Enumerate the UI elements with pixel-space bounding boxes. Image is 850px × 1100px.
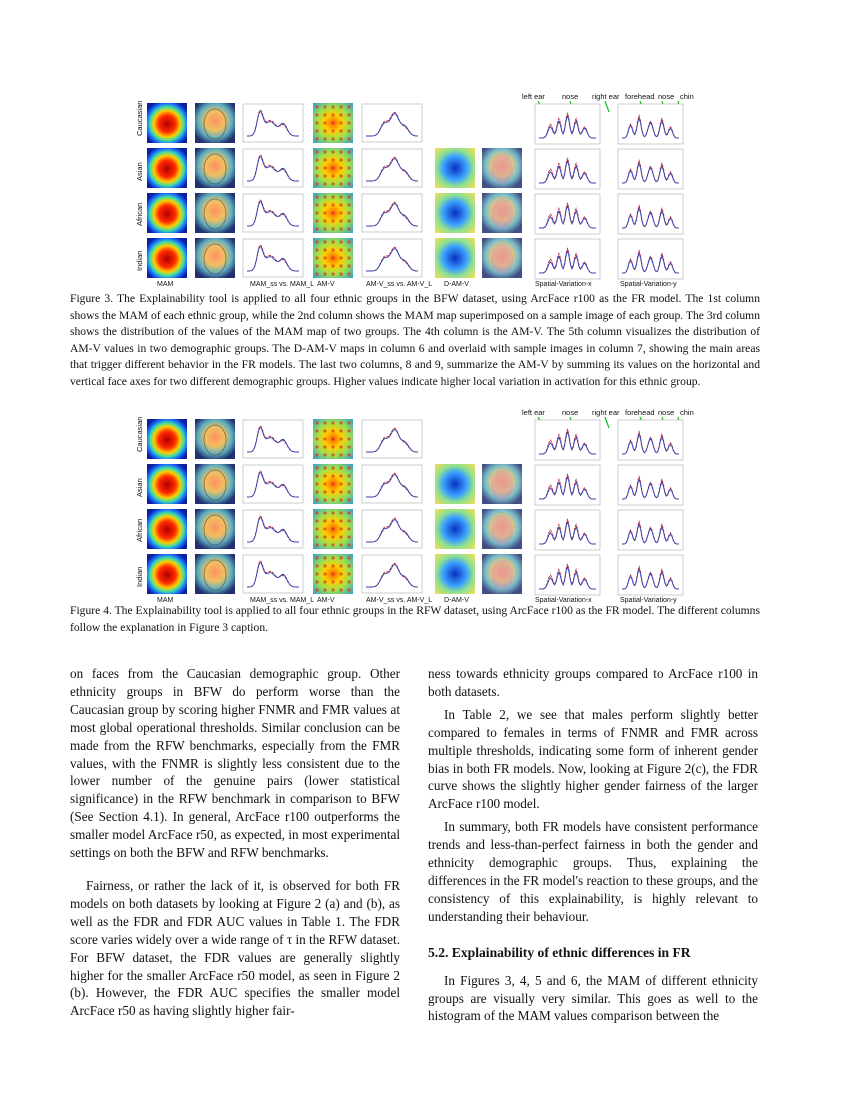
- mam-distribution-plot: [243, 510, 303, 548]
- spatial-variation-x-plot: [535, 194, 600, 234]
- mam-heatmap: [147, 238, 187, 278]
- amv-distribution-plot: [362, 104, 422, 142]
- left-text-column: [70, 665, 400, 1020]
- annotation-label: right ear: [592, 408, 620, 417]
- paragraph: In summary, both FR models have consistent performance trends and less-than-perfect fairness in both the gender and ethnicity demographic groups. Thus, explaining the differences in the FR model's reaction to these groups, and the consistency of this explainability, is highly relevant to understanding their behaviour.: [428, 819, 758, 924]
- annotation-label: nose: [658, 408, 675, 417]
- column-label: D-AM-V: [444, 597, 469, 604]
- face-overlay: [195, 238, 235, 278]
- amv-distribution-plot: [362, 555, 422, 593]
- amv-distribution-plot: [362, 510, 422, 548]
- damv-face-overlay: [482, 464, 522, 504]
- annotation-label: forehead: [625, 408, 655, 417]
- mam-heatmap: [147, 148, 187, 188]
- amv-heatmap: [313, 193, 353, 233]
- spatial-variation-y-plot: [618, 104, 683, 144]
- section-heading: 5.2. Explainability of ethnic differences in FR: [428, 944, 691, 960]
- arrow-icon: [605, 101, 609, 112]
- column-label: Spatial-Variation-y: [620, 597, 677, 604]
- row-label: African: [135, 202, 144, 226]
- annotation-label: left ear: [522, 408, 545, 417]
- annotation-label: nose: [562, 92, 579, 101]
- damv-face-overlay: [482, 148, 522, 188]
- damv-heatmap: [435, 464, 475, 504]
- spatial-variation-y-plot: [618, 555, 683, 595]
- spatial-variation-x-plot: [535, 149, 600, 189]
- face-overlay: [195, 193, 235, 233]
- figure-4-caption: Figure 4. The Explainability tool is applied to all four ethnic groups in the RFW dataset, using ArcFace r100 as the FR model. The different columns follow the explanation in Figure 3 caption.: [70, 604, 760, 634]
- row-label: Asian: [135, 478, 144, 497]
- mam-distribution-plot: [243, 555, 303, 593]
- right-text-column: [428, 665, 758, 1025]
- spatial-variation-y-plot: [618, 420, 683, 460]
- row-label: Caucasian: [135, 100, 144, 136]
- column-label: MAM_ss vs. MAM_L: [250, 281, 315, 288]
- damv-heatmap: [435, 148, 475, 188]
- annotation-label: chin: [680, 408, 694, 417]
- figure-3: [130, 92, 730, 288]
- amv-heatmap: [313, 554, 353, 594]
- amv-heatmap: [313, 103, 353, 143]
- mam-heatmap: [147, 419, 187, 459]
- arrow-icon: [605, 417, 609, 428]
- paragraph: on faces from the Caucasian demographic group. Other ethnicity groups in BFW do perform worse than the Caucasian group by scoring higher FNMR and FMR values at most global operational thresholds. Similar conclusion can be made from the RFW benchmarks, especially from the FMR values, with the FNMR is slightly less consistent due to the lower number of the genuine pairs (lower statistical significance) in the RFW benchmark in comparison to BFW (See Section 4.1). In general, ArcFace r100 outperforms the smaller model ArcFace r50, as expected, in most experimental settings on both the BFW and RFW benchmarks.: [70, 666, 400, 861]
- amv-distribution-plot: [362, 465, 422, 503]
- damv-face-overlay: [482, 238, 522, 278]
- annotation-label: left ear: [522, 92, 545, 101]
- column-label: AM-V: [317, 597, 335, 604]
- row-label: Indian: [135, 566, 144, 587]
- damv-face-overlay: [482, 193, 522, 233]
- face-overlay: [195, 464, 235, 504]
- mam-distribution-plot: [243, 194, 303, 232]
- column-label: AM-V_ss vs. AM-V_L: [366, 597, 433, 604]
- annotation-label: nose: [658, 92, 675, 101]
- damv-heatmap: [435, 238, 475, 278]
- mam-heatmap: [147, 464, 187, 504]
- amv-distribution-plot: [362, 149, 422, 187]
- mam-heatmap: [147, 554, 187, 594]
- row-label: African: [135, 518, 144, 542]
- spatial-variation-y-plot: [618, 239, 683, 279]
- amv-distribution-plot: [362, 194, 422, 232]
- paragraph: In Table 2, we see that males perform slightly better compared to females in terms of FNMR and FMR across multiple thresholds, indicating some form of inherent gender bias in both FR models. Now, looking at Figure 2(c), the FDR curve shows the slightly higher gender fairness of the larger ArcFace r100 model.: [428, 706, 758, 812]
- figure-3-panels: [130, 92, 730, 288]
- column-label: AM-V: [317, 281, 335, 288]
- face-overlay: [195, 554, 235, 594]
- amv-heatmap: [313, 238, 353, 278]
- column-label: D-AM-V: [444, 281, 469, 288]
- column-label: Spatial-Variation-x: [535, 597, 592, 604]
- face-overlay: [195, 419, 235, 459]
- face-overlay: [195, 148, 235, 188]
- row-label: Caucasian: [135, 416, 144, 452]
- mam-heatmap: [147, 509, 187, 549]
- amv-heatmap: [313, 148, 353, 188]
- mam-distribution-plot: [243, 239, 303, 277]
- amv-heatmap: [313, 419, 353, 459]
- amv-heatmap: [313, 509, 353, 549]
- column-label: MAM: [157, 597, 174, 604]
- damv-face-overlay: [482, 554, 522, 594]
- column-label: MAM_ss vs. MAM_L: [250, 597, 315, 604]
- damv-heatmap: [435, 554, 475, 594]
- amv-heatmap: [313, 464, 353, 504]
- figure-4: [130, 408, 730, 604]
- paragraph: ness towards ethnicity groups compared to ArcFace r100 in both datasets.: [428, 666, 758, 699]
- annotation-label: forehead: [625, 92, 655, 101]
- mam-distribution-plot: [243, 465, 303, 503]
- damv-heatmap: [435, 509, 475, 549]
- spatial-variation-x-plot: [535, 555, 600, 595]
- figure-3-caption: Figure 3. The Explainability tool is applied to all four ethnic groups in the BFW dataset, using ArcFace r100 as the FR model. The 1st column shows the MAM of each ethnic group, while the 2nd column shows the MAM map superimposed on a sample image of each group. The 3rd column shows the distribution of the values of the MAM map of two groups. The 4th column is the AM-V. The 5th column visualizes the distribution of AM-V values in two demographic groups. The D-AM-V maps in column 6 and overlaid with sample images in column 7, showing the main areas that trigger different behavior in the FR models. The last two columns, 8 and 9, summarize the AM-V by summing its values on the horizontal and vertical face axes for two different demographic groups. Higher values indicate higher local variation in activation for this ethnic group.: [70, 292, 760, 388]
- mam-heatmap: [147, 103, 187, 143]
- row-label: Indian: [135, 250, 144, 271]
- spatial-variation-x-plot: [535, 465, 600, 505]
- annotation-label: right ear: [592, 92, 620, 101]
- spatial-variation-x-plot: [535, 239, 600, 279]
- annotation-label: chin: [680, 92, 694, 101]
- column-label: MAM: [157, 281, 174, 288]
- spatial-variation-y-plot: [618, 194, 683, 234]
- figure-4-panels: [130, 408, 730, 604]
- damv-face-overlay: [482, 509, 522, 549]
- mam-distribution-plot: [243, 149, 303, 187]
- annotation-label: nose: [562, 408, 579, 417]
- spatial-variation-y-plot: [618, 149, 683, 189]
- row-label: Asian: [135, 162, 144, 181]
- spatial-variation-x-plot: [535, 420, 600, 460]
- spatial-variation-y-plot: [618, 465, 683, 505]
- column-label: Spatial-Variation-y: [620, 281, 677, 288]
- column-label: AM-V_ss vs. AM-V_L: [366, 281, 433, 288]
- paragraph: Fairness, or rather the lack of it, is observed for both FR models on both datasets by looking at Figure 2 (a) and (b), as well as the FDR and FDR AUC values in Table 1. The FDR score varies widely over a wide range of τ in the RFW dataset. For BFW dataset, the FDR values are generally slightly higher for the smaller ArcFace r50 model, as seen in Figure 2 (b). However, the FDR AUC specifies the smaller model ArcFace r50 as having slightly higher fair-: [70, 877, 400, 1019]
- mam-distribution-plot: [243, 104, 303, 142]
- damv-heatmap: [435, 193, 475, 233]
- spatial-variation-x-plot: [535, 104, 600, 144]
- mam-distribution-plot: [243, 420, 303, 458]
- column-label: Spatial-Variation-x: [535, 281, 592, 288]
- paragraph: In Figures 3, 4, 5 and 6, the MAM of different ethnicity groups are visually very similar. This goes as well to the histogram of the MAM values comparison between the: [428, 972, 758, 1024]
- spatial-variation-y-plot: [618, 510, 683, 550]
- amv-distribution-plot: [362, 420, 422, 458]
- mam-heatmap: [147, 193, 187, 233]
- spatial-variation-x-plot: [535, 510, 600, 550]
- amv-distribution-plot: [362, 239, 422, 277]
- face-overlay: [195, 509, 235, 549]
- face-overlay: [195, 103, 235, 143]
